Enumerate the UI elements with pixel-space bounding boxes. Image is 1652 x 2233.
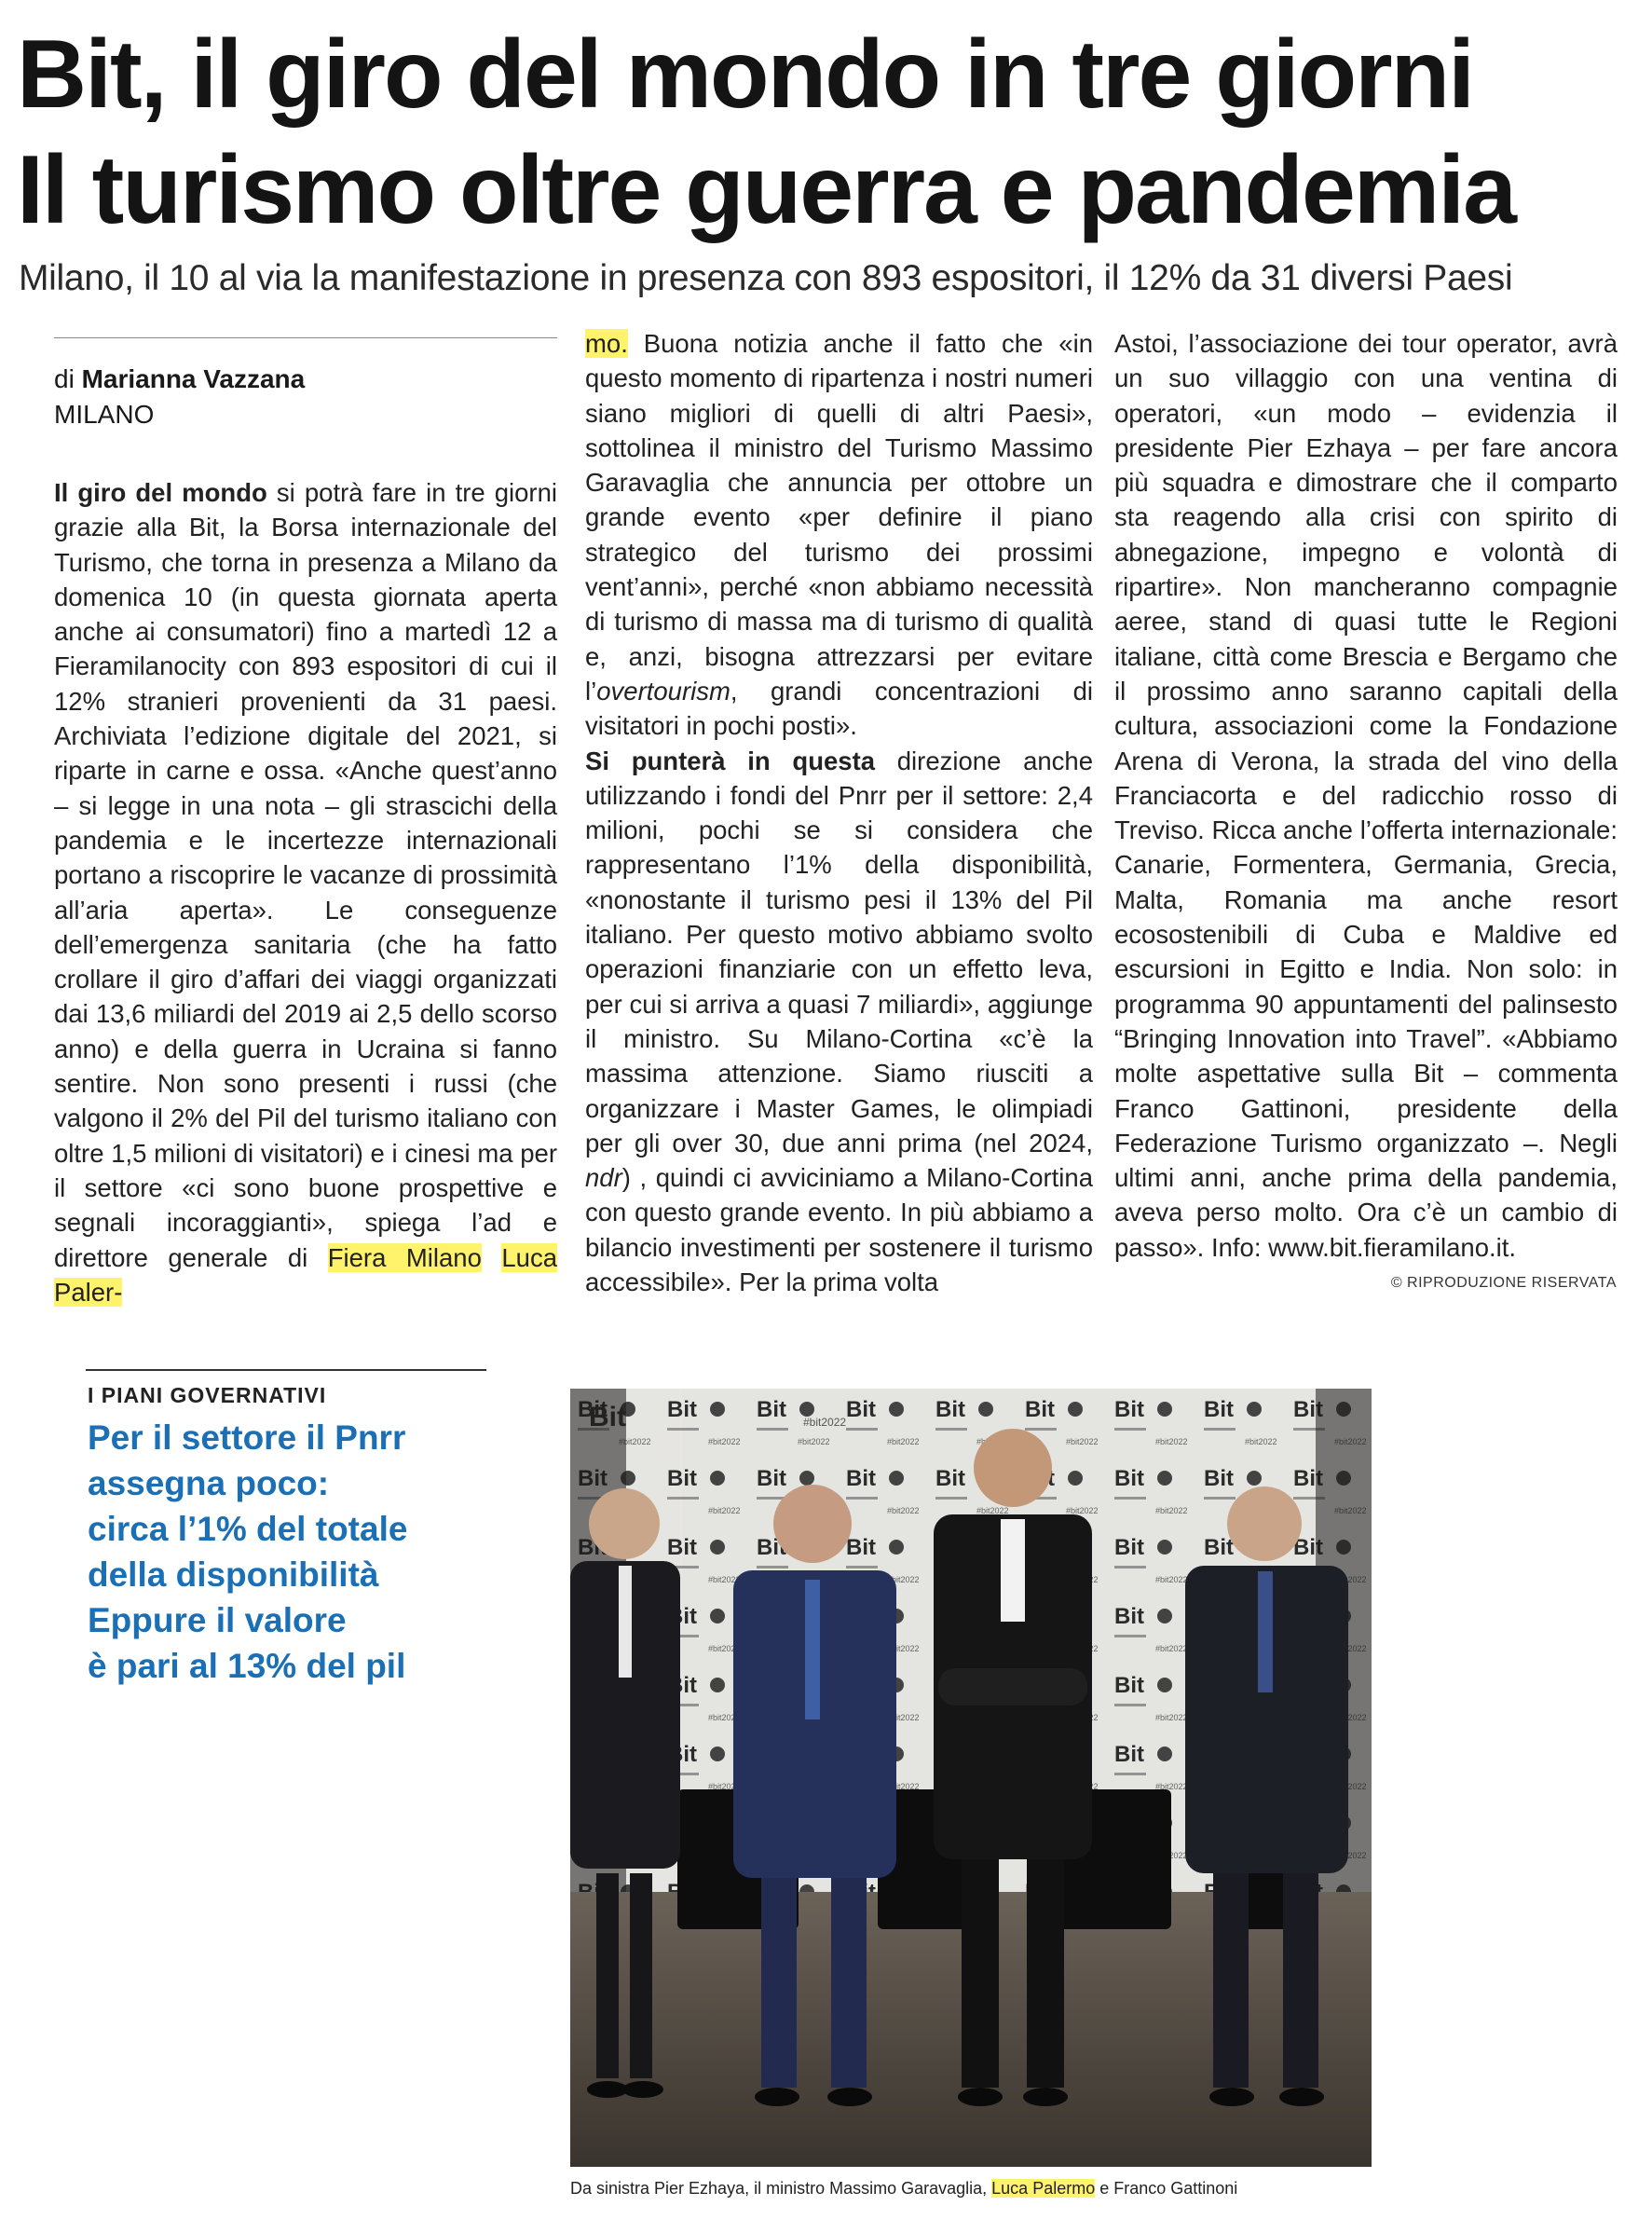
- article-paragraph-2: [585, 744, 1093, 1300]
- photo-caption: [570, 2179, 1409, 2199]
- photo-illustration: [570, 1389, 1372, 2167]
- byline-prefix: di: [54, 364, 82, 393]
- caption-text: Da sinistra Pier Ezhaya, il ministro Massimo Garavaglia,: [570, 2179, 992, 2198]
- lead-in-1: Il giro del mondo: [54, 478, 267, 507]
- paragraph-text: ) , quindi ci avviciniamo a Milano-Cortina con questo grande evento. In più abbiamo a bilancio investimenti per sostenere il turismo accessibile». Per la prima volta: [585, 1163, 1093, 1297]
- highlight-luca-palermo: Luca Paler-: [54, 1242, 557, 1307]
- backdrop-logo: Bit: [589, 1402, 626, 1432]
- italic-term: overtourism: [596, 676, 730, 706]
- article-column-1: [54, 475, 557, 1309]
- sidebar-line: Per il settore il Pnrr: [88, 1418, 406, 1457]
- paragraph-text: si potrà fare in tre giorni grazie alla Bit, la Borsa internazionale del Turismo, che torna in presenza a Milano da domenica 10 (in questa giornata aperta anche ai consumatori) fino a martedì 12 a Fieramilanocity con 893 espositori di cui il 12% stranieri provenienti da 31 paesi. Archiviata l’edizione digitale del 2021, si riparte in carne e ossa. «Anche quest’anno – si legge in una nota – gli strascichi della pandemia e le incertezze internazionali portano a riscoprire le vacanze di prossimità all’aria aperta». Le conseguenze dell’emergenza sanitaria (che ha fatto crollare il giro d’affari dei viaggi organizzati dai 13,6 miliardi del 2019 ai 2,5 dello scorso anno) e della guerra in Ucraina si fanno sentire. Non sono presenti i russi (che valgono il 2% del Pil del turismo italiano con oltre 1,5 milioni di visitatori) e i cinesi ma per il settore «ci sono buone prospettive e segnali incoraggianti», spiega l’ad e direttore generale di: [54, 478, 557, 1272]
- headline-line-1: Bit, il giro del mondo in tre giorni: [17, 21, 1474, 129]
- subheadline: Milano, il 10 al via la manifestazione in presenza con 893 espositori, il 12% da 31 diversi Paesi: [19, 258, 1513, 298]
- sidebar-line: della disponibilità: [88, 1555, 379, 1594]
- headline-line-2: Il turismo oltre guerra e pandemia: [17, 136, 1515, 244]
- article-column-2: [585, 326, 1093, 1299]
- article-paragraph-1: [54, 475, 557, 1309]
- headline: [17, 17, 1638, 248]
- highlight-fiera-milano: Fiera Milano: [327, 1242, 482, 1272]
- byline-divider: [54, 337, 557, 338]
- paragraph-text: Buona notizia anche il fatto che «in questo momento di ripartenza i nostri numeri siano migliori di quelli di altri Paesi», sottolinea il ministro del Turismo Massimo Garavaglia che annuncia per ottobre un grande evento «per definire il piano strategico del turismo dei prossimi vent’anni», perché «non abbiamo necessità di turismo di massa ma di turismo di qualità e, anzi, bisogna attrezzarsi per evitare l’: [585, 329, 1093, 706]
- event-photo: [570, 1389, 1372, 2167]
- sidebar-line: Eppure il valore: [88, 1601, 347, 1639]
- lead-in-2: Si punterà in questa: [585, 746, 876, 775]
- article-paragraph-2-cont: Astoi, l’associazione dei tour operator, avrà un suo villaggio con una ventina di operatori, «un modo – evidenzia il presidente Pier Ezhaya – per fare ancora più squadra e dimostrare che il comparto sta reagendo alla crisi con spirito di abnegazione, impegno e volontà di ripartire». Non mancheranno compagnie aeree, stand di quasi tutte le Regioni italiane, città come Brescia e Bergamo che il prossimo anno saranno capitali della cultura, associazioni come la Fondazione Arena di Verona, la strada del vino della Franciacorta e del radicchio rosso di Treviso. Ricca anche l’offerta internazionale: Canarie, Formentera, Germania, Grecia, Malta, Romania ma anche resort ecosostenibili di Cuba e Maldive ed escursioni in Egitto e India. Non solo: in programma 90 appuntamenti del palinsesto “Bringing Innovation into Travel”. «Abbiamo molte aspettative sulla Bit – commenta Franco Gattinoni, presidente della Federazione Turismo organizzato –. Negli ultimi anni, anche prima della pandemia, aveva perso molto. Ora c’è un cambio di passo». Info: www.bit.fieramilano.it.: [1114, 329, 1618, 1262]
- article-paragraph-1-cont: [585, 326, 1093, 744]
- caption-highlight: Luca Palermo: [991, 2179, 1096, 2198]
- backdrop-tag: #bit2022: [803, 1416, 847, 1429]
- sidebar-line: circa l’1% del totale: [88, 1510, 408, 1548]
- byline: [54, 362, 305, 432]
- space: [482, 1243, 501, 1272]
- sidebar-kicker: I PIANI GOVERNATIVI: [88, 1383, 327, 1407]
- paragraph-text: direzione anche utilizzando i fondi del Pnrr per il settore: 2,4 milioni, pochi se si considera che rappresentano l’1% della disponibilità, «nonostante il turismo pesi il 13% del Pil italiano. Per questo motivo abbiamo svolto operazioni finanziarie con un effetto leva, per cui si arriva a quasi 7 miliardi», aggiunge il ministro. Su Milano-Cortina «c’è la massima attenzione. Siamo riusciti a organizzare i Master Games, le olimpiadi per gli over 30, due anni prima (nel 2024,: [585, 746, 1093, 1158]
- byline-city: MILANO: [54, 400, 155, 429]
- paragraph-text: , grandi concentrazioni di visitatori in pochi posti».: [585, 676, 1093, 741]
- sidebar-line: assegna poco:: [88, 1464, 330, 1502]
- highlight-palermo-cont: mo.: [585, 329, 628, 358]
- article-column-3: [1114, 326, 1618, 1265]
- sidebar-title: [88, 1415, 535, 1689]
- caption-text: e Franco Gattinoni: [1095, 2179, 1238, 2198]
- sidebar-line: è pari al 13% del pil: [88, 1647, 406, 1685]
- sidebar-divider: [86, 1369, 486, 1371]
- italic-ndr: ndr: [585, 1163, 622, 1193]
- byline-author: Marianna Vazzana: [81, 364, 306, 393]
- copyright-credit: © RIPRODUZIONE RISERVATA: [1390, 1275, 1617, 1291]
